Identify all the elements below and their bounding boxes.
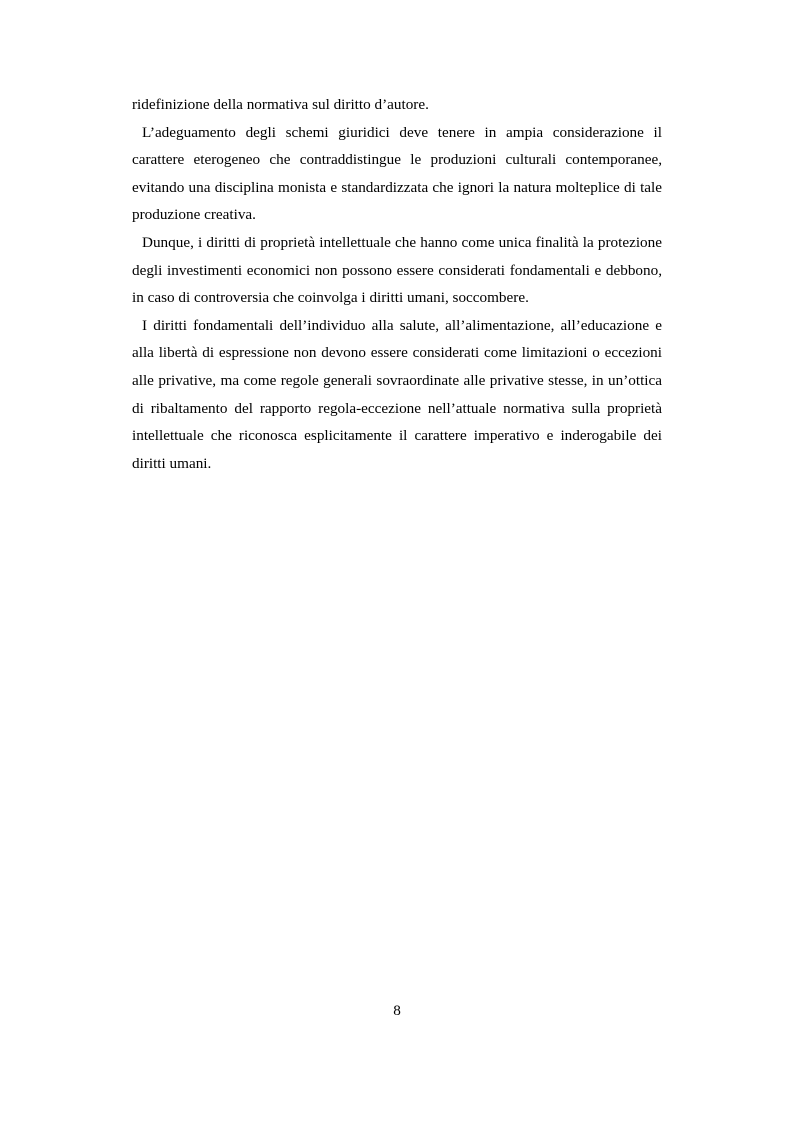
body-text bbox=[132, 91, 662, 477]
paragraph-dunque: Dunque, i diritti di proprietà intellettuale che hanno come unica finalità la protezione degli investimenti economici non possono essere considerati fondamentali e debbono, in caso di controversia che coinvolga i diritti umani, soccombere. bbox=[132, 233, 662, 307]
paragraph-adeguamento: L’adeguamento degli schemi giuridici deve tenere in ampia considerazione il carattere eterogeneo che contraddistingue le produzioni culturali contemporanee, evitando una disciplina monista e standardizzata che ignori la natura molteplice di tale produzione creativa. bbox=[132, 123, 662, 224]
paragraph-continuation: ridefinizione della normativa sul diritto d’autore. bbox=[132, 96, 429, 113]
paragraph-diritti-fondamentali: I diritti fondamentali dell’individuo alla salute, all’alimentazione, all’educazione e alla libertà di espressione non devono essere considerati come limitazioni o eccezioni alle privative, ma come regole generali sovraordinate alle privative stesse, in un’ottica di ribaltamento del rapporto regola-eccezione nell’attuale normativa sulla proprietà intellettuale che riconosca esplicitamente il carattere imperativo e inderogabile dei diritti umani. bbox=[132, 316, 662, 472]
page-number: 8 bbox=[393, 1002, 401, 1019]
